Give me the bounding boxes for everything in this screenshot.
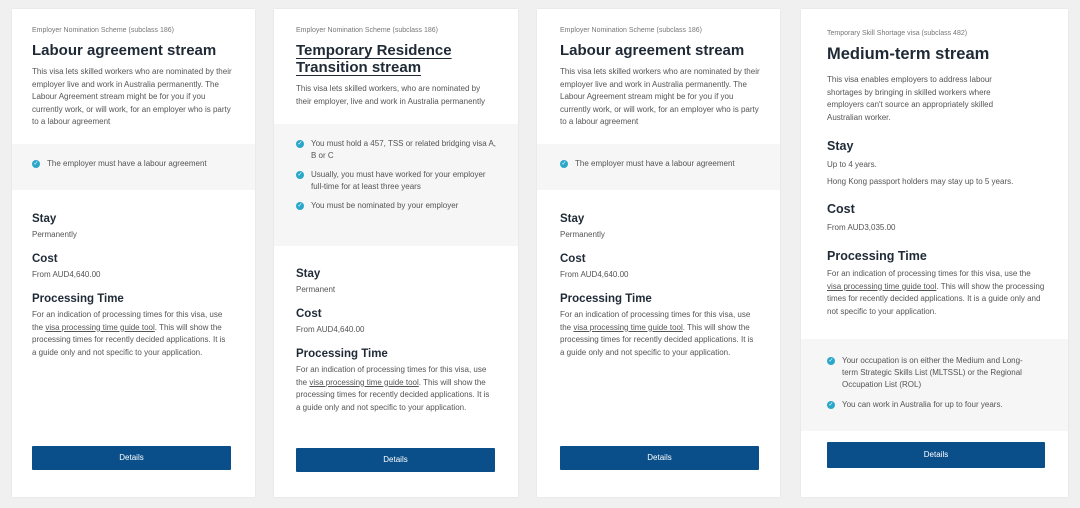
check-circle-icon: ✓ — [828, 402, 834, 408]
requirement-item — [296, 169, 496, 193]
check-circle-icon: ✓ — [297, 141, 303, 147]
card-title[interactable]: Temporary Residence Transition stream — [296, 42, 452, 76]
requirement-item — [560, 158, 760, 170]
cost-heading: Cost — [32, 253, 58, 265]
processing-text: For an indication of processing times for this visa, use the visa processing time guide tool. This will show the processing times for recently decided applications. It is a guide only and not specific to your application. — [827, 269, 1045, 316]
check-circle-icon: ✓ — [33, 161, 39, 167]
processing-text: For an indication of processing times for this visa, use the visa processing time guide tool. This will show the processing times for recently decided applications. It is a guide only and not specific to your application. — [296, 365, 490, 412]
card-description: This visa lets skilled workers who are nominated by their employer live and work in Australia permanently. The Labour Agreement stream might be for you if you currently work, or will work, for an employer who is party to a labour agreement — [560, 67, 760, 126]
requirements-list — [274, 124, 518, 246]
requirement-item — [296, 200, 496, 212]
card-title[interactable]: Labour agreement stream — [560, 42, 745, 59]
visa-card-2 — [274, 9, 518, 497]
check-circle-icon: ✓ — [561, 161, 567, 167]
requirements-list — [12, 144, 255, 190]
processing-heading: Processing Time — [296, 348, 388, 360]
cost-heading: Cost — [827, 202, 855, 216]
card-subclass: Employer Nomination Scheme (subclass 186) — [32, 27, 175, 34]
cost-value: From AUD4,640.00 — [560, 270, 629, 279]
requirement-text: You must be nominated by your employer — [311, 201, 459, 210]
card-subclass: Employer Nomination Scheme (subclass 186) — [560, 27, 703, 34]
requirement-text: You can work in Australia for up to four years. — [842, 400, 1003, 409]
processing-tool-link[interactable]: visa processing time guide tool — [573, 322, 683, 332]
details-button[interactable]: Details — [827, 442, 1045, 468]
stay-heading: Stay — [827, 139, 854, 153]
processing-tool-link[interactable]: visa processing time guide tool — [45, 322, 155, 332]
check-circle-icon: ✓ — [297, 203, 303, 209]
processing-heading: Processing Time — [560, 293, 652, 305]
requirement-text: The employer must have a labour agreement — [47, 159, 207, 168]
card-title[interactable]: Medium-term stream — [827, 45, 990, 63]
stay-note: Hong Kong passport holders may stay up to 5 years. — [827, 177, 1014, 186]
stay-value: Up to 4 years. — [827, 160, 877, 169]
requirement-item — [296, 138, 496, 162]
requirement-text: You must hold a 457, TSS or related bridging visa A, B or C — [311, 139, 497, 160]
requirements-list — [801, 339, 1068, 431]
visa-card-4 — [801, 9, 1068, 497]
cost-value: From AUD3,035.00 — [827, 223, 896, 232]
stay-heading: Stay — [296, 268, 321, 280]
processing-heading: Processing Time — [32, 293, 124, 305]
cost-heading: Cost — [296, 308, 322, 320]
check-circle-icon: ✓ — [828, 358, 834, 364]
cost-value: From AUD4,640.00 — [32, 270, 101, 279]
requirement-item — [827, 399, 1037, 411]
stay-heading: Stay — [32, 213, 57, 225]
card-subclass: Temporary Skill Shortage visa (subclass 482) — [827, 30, 968, 37]
requirement-item — [827, 355, 1037, 391]
requirement-text: Your occupation is on either the Medium and Long-term Strategic Skills List (MLTSSL) or the Regional Occupation List (ROL) — [842, 356, 1023, 389]
card-description: This visa enables employers to address labour shortages by bringing in skilled workers where employers can't source an appropriately skilled Australian worker. — [827, 75, 994, 122]
requirements-list — [537, 144, 780, 190]
requirement-item — [32, 158, 235, 170]
card-title[interactable]: Labour agreement stream — [32, 42, 217, 59]
visa-card-3 — [537, 9, 780, 497]
stay-value: Permanently — [560, 230, 605, 239]
stay-value: Permanently — [32, 230, 77, 239]
card-description: This visa lets skilled workers who are nominated by their employer live and work in Australia permanently. The Labour Agreement stream might be for you if you currently work, or will work, for an employer who is party to a labour agreement — [32, 67, 232, 126]
stay-heading: Stay — [560, 213, 585, 225]
details-button[interactable]: Details — [560, 446, 759, 470]
check-circle-icon: ✓ — [297, 172, 303, 178]
visa-card-1 — [12, 9, 255, 497]
card-description: This visa lets skilled workers, who are nominated by their employer, live and work in Australia permanently — [296, 84, 485, 106]
cost-value: From AUD4,640.00 — [296, 325, 365, 334]
cost-heading: Cost — [560, 253, 586, 265]
details-button[interactable]: Details — [296, 448, 495, 472]
card-subclass: Employer Nomination Scheme (subclass 186) — [296, 27, 439, 34]
requirement-text: Usually, you must have worked for your employer full-time for at least three years — [311, 170, 486, 191]
stay-value: Permanent — [296, 285, 336, 294]
processing-text: For an indication of processing times for this visa, use the visa processing time guide tool. This will show the processing times for recently decided applications. It is a guide only and not specific to your application. — [32, 310, 226, 357]
details-button[interactable]: Details — [32, 446, 231, 470]
processing-tool-link[interactable]: visa processing time guide tool — [827, 281, 937, 291]
processing-heading: Processing Time — [827, 249, 927, 263]
requirement-text: The employer must have a labour agreement — [575, 159, 735, 168]
processing-tool-link[interactable]: visa processing time guide tool — [309, 377, 419, 387]
processing-text: For an indication of processing times for this visa, use the visa processing time guide tool. This will show the processing times for recently decided applications. It is a guide only and not specific to your application. — [560, 310, 754, 357]
